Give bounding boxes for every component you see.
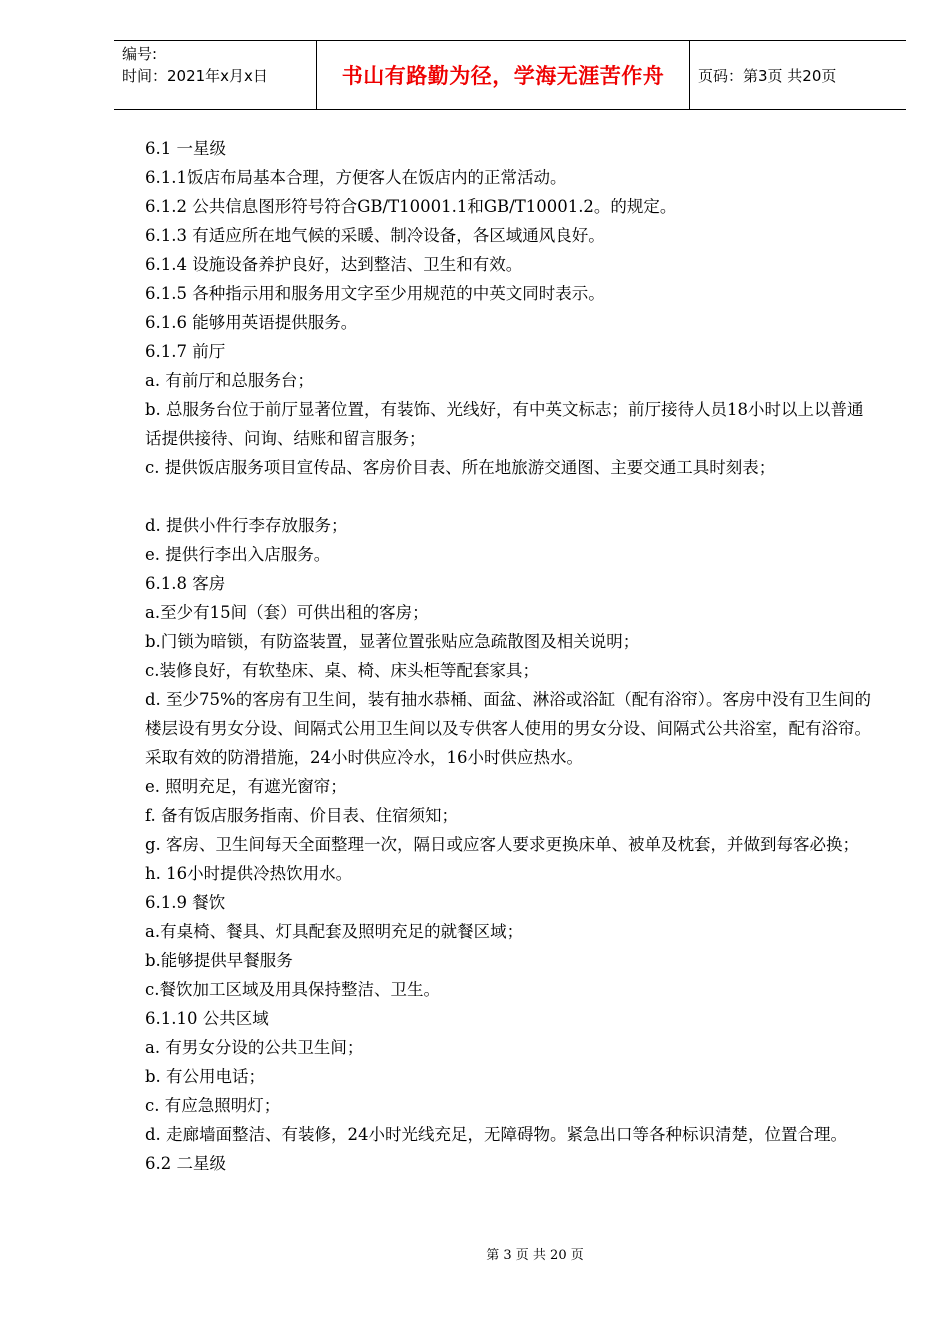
subsection-heading: 6.1.10 公共区域 — [145, 1009, 269, 1028]
list-item: h. 16小时提供冷热饮用水。 — [145, 864, 353, 883]
section-heading: 6.2 二星级 — [145, 1154, 226, 1173]
list-item: b.门锁为暗锁，有防盗装置，显著位置张贴应急疏散图及相关说明； — [145, 632, 640, 651]
header-motto: 书山有路勤为径，学海无涯苦作舟 — [317, 41, 690, 109]
clause: 6.1.6 能够用英语提供服务。 — [145, 313, 358, 332]
clause: 6.1.3 有适应所在地气候的采暖、制冷设备，各区域通风良好。 — [145, 226, 605, 245]
list-item: g. 客房、卫生间每天全面整理一次，隔日或应客人要求更换床单、被单及枕套，并做到每客必换； — [145, 835, 860, 854]
list-item: d. 走廊墙面整洁、有装修，24小时光线充足，无障碍物。紧急出口等各种标识清楚，位置合理。 — [145, 1125, 848, 1144]
list-item: c.装修良好，有软垫床、桌、椅、床头柜等配套家具； — [145, 661, 539, 680]
list-item: e. 照明充足，有遮光窗帘； — [145, 777, 347, 796]
header-table — [114, 40, 906, 110]
list-item: d. 至少75%的客房有卫生间，装有抽水恭桶、面盆、淋浴或浴缸（配有浴帘）。客房中没有卫生间的楼层设有男女分设、间隔式公用卫生间以及专供客人使用的男女分设、间隔式公共浴室，配有浴帘。采取有效的防滑措施，24小时供应冷水，16小时供应热水。 — [145, 690, 871, 767]
header-page-label: 页码：第3页 共20页 — [698, 66, 837, 85]
page-footer — [0, 1244, 950, 1263]
list-item: c. 有应急照明灯； — [145, 1096, 281, 1115]
header-info-cell — [114, 41, 317, 109]
list-item: c.餐饮加工区域及用具保持整洁、卫生。 — [145, 980, 440, 999]
footer-page-number: 第 3 页 共 20 页 — [486, 1248, 584, 1263]
list-item: e. 提供行李出入店服务。 — [145, 545, 331, 564]
time-label: 时间：2021年x月x日 — [122, 67, 268, 85]
clause: 6.1.1饭店布局基本合理，方便客人在饭店内的正常活动。 — [145, 168, 567, 187]
list-item: d. 提供小件行李存放服务； — [145, 516, 348, 535]
list-item: c. 提供饭店服务项目宣传品、客房价目表、所在地旅游交通图、主要交通工具时刻表； — [145, 458, 776, 477]
list-item: b. 有公用电话； — [145, 1067, 266, 1086]
list-item: a.至少有15间（套）可供出租的客房； — [145, 603, 429, 622]
subsection-heading: 6.1.9 餐饮 — [145, 893, 226, 912]
list-item: b.能够提供早餐服务 — [145, 951, 293, 970]
subsection-heading: 6.1.7 前厅 — [145, 342, 226, 361]
document-body — [145, 134, 875, 1178]
section-heading: 6.1 一星级 — [145, 139, 226, 158]
subsection-heading: 6.1.8 客房 — [145, 574, 226, 593]
list-item: f. 备有饭店服务指南、价目表、住宿须知； — [145, 806, 459, 825]
clause: 6.1.2 公共信息图形符号符合GB/T10001.1和GB/T10001.2。的规定。 — [145, 197, 677, 216]
clause: 6.1.4 设施设备养护良好，达到整洁、卫生和有效。 — [145, 255, 523, 274]
clause: 6.1.5 各种指示用和服务用文字至少用规范的中英文同时表示。 — [145, 284, 605, 303]
blank-line — [145, 482, 875, 511]
number-label: 编号: — [122, 45, 158, 63]
list-item: a. 有男女分设的公共卫生间； — [145, 1038, 364, 1057]
list-item: a.有桌椅、餐具、灯具配套及照明充足的就餐区域； — [145, 922, 524, 941]
list-item: a. 有前厅和总服务台； — [145, 371, 314, 390]
list-item: b. 总服务台位于前厅显著位置，有装饰、光线好，有中英文标志；前厅接待人员18小时以上以普通话提供接待、问询、结账和留言服务； — [145, 400, 864, 448]
